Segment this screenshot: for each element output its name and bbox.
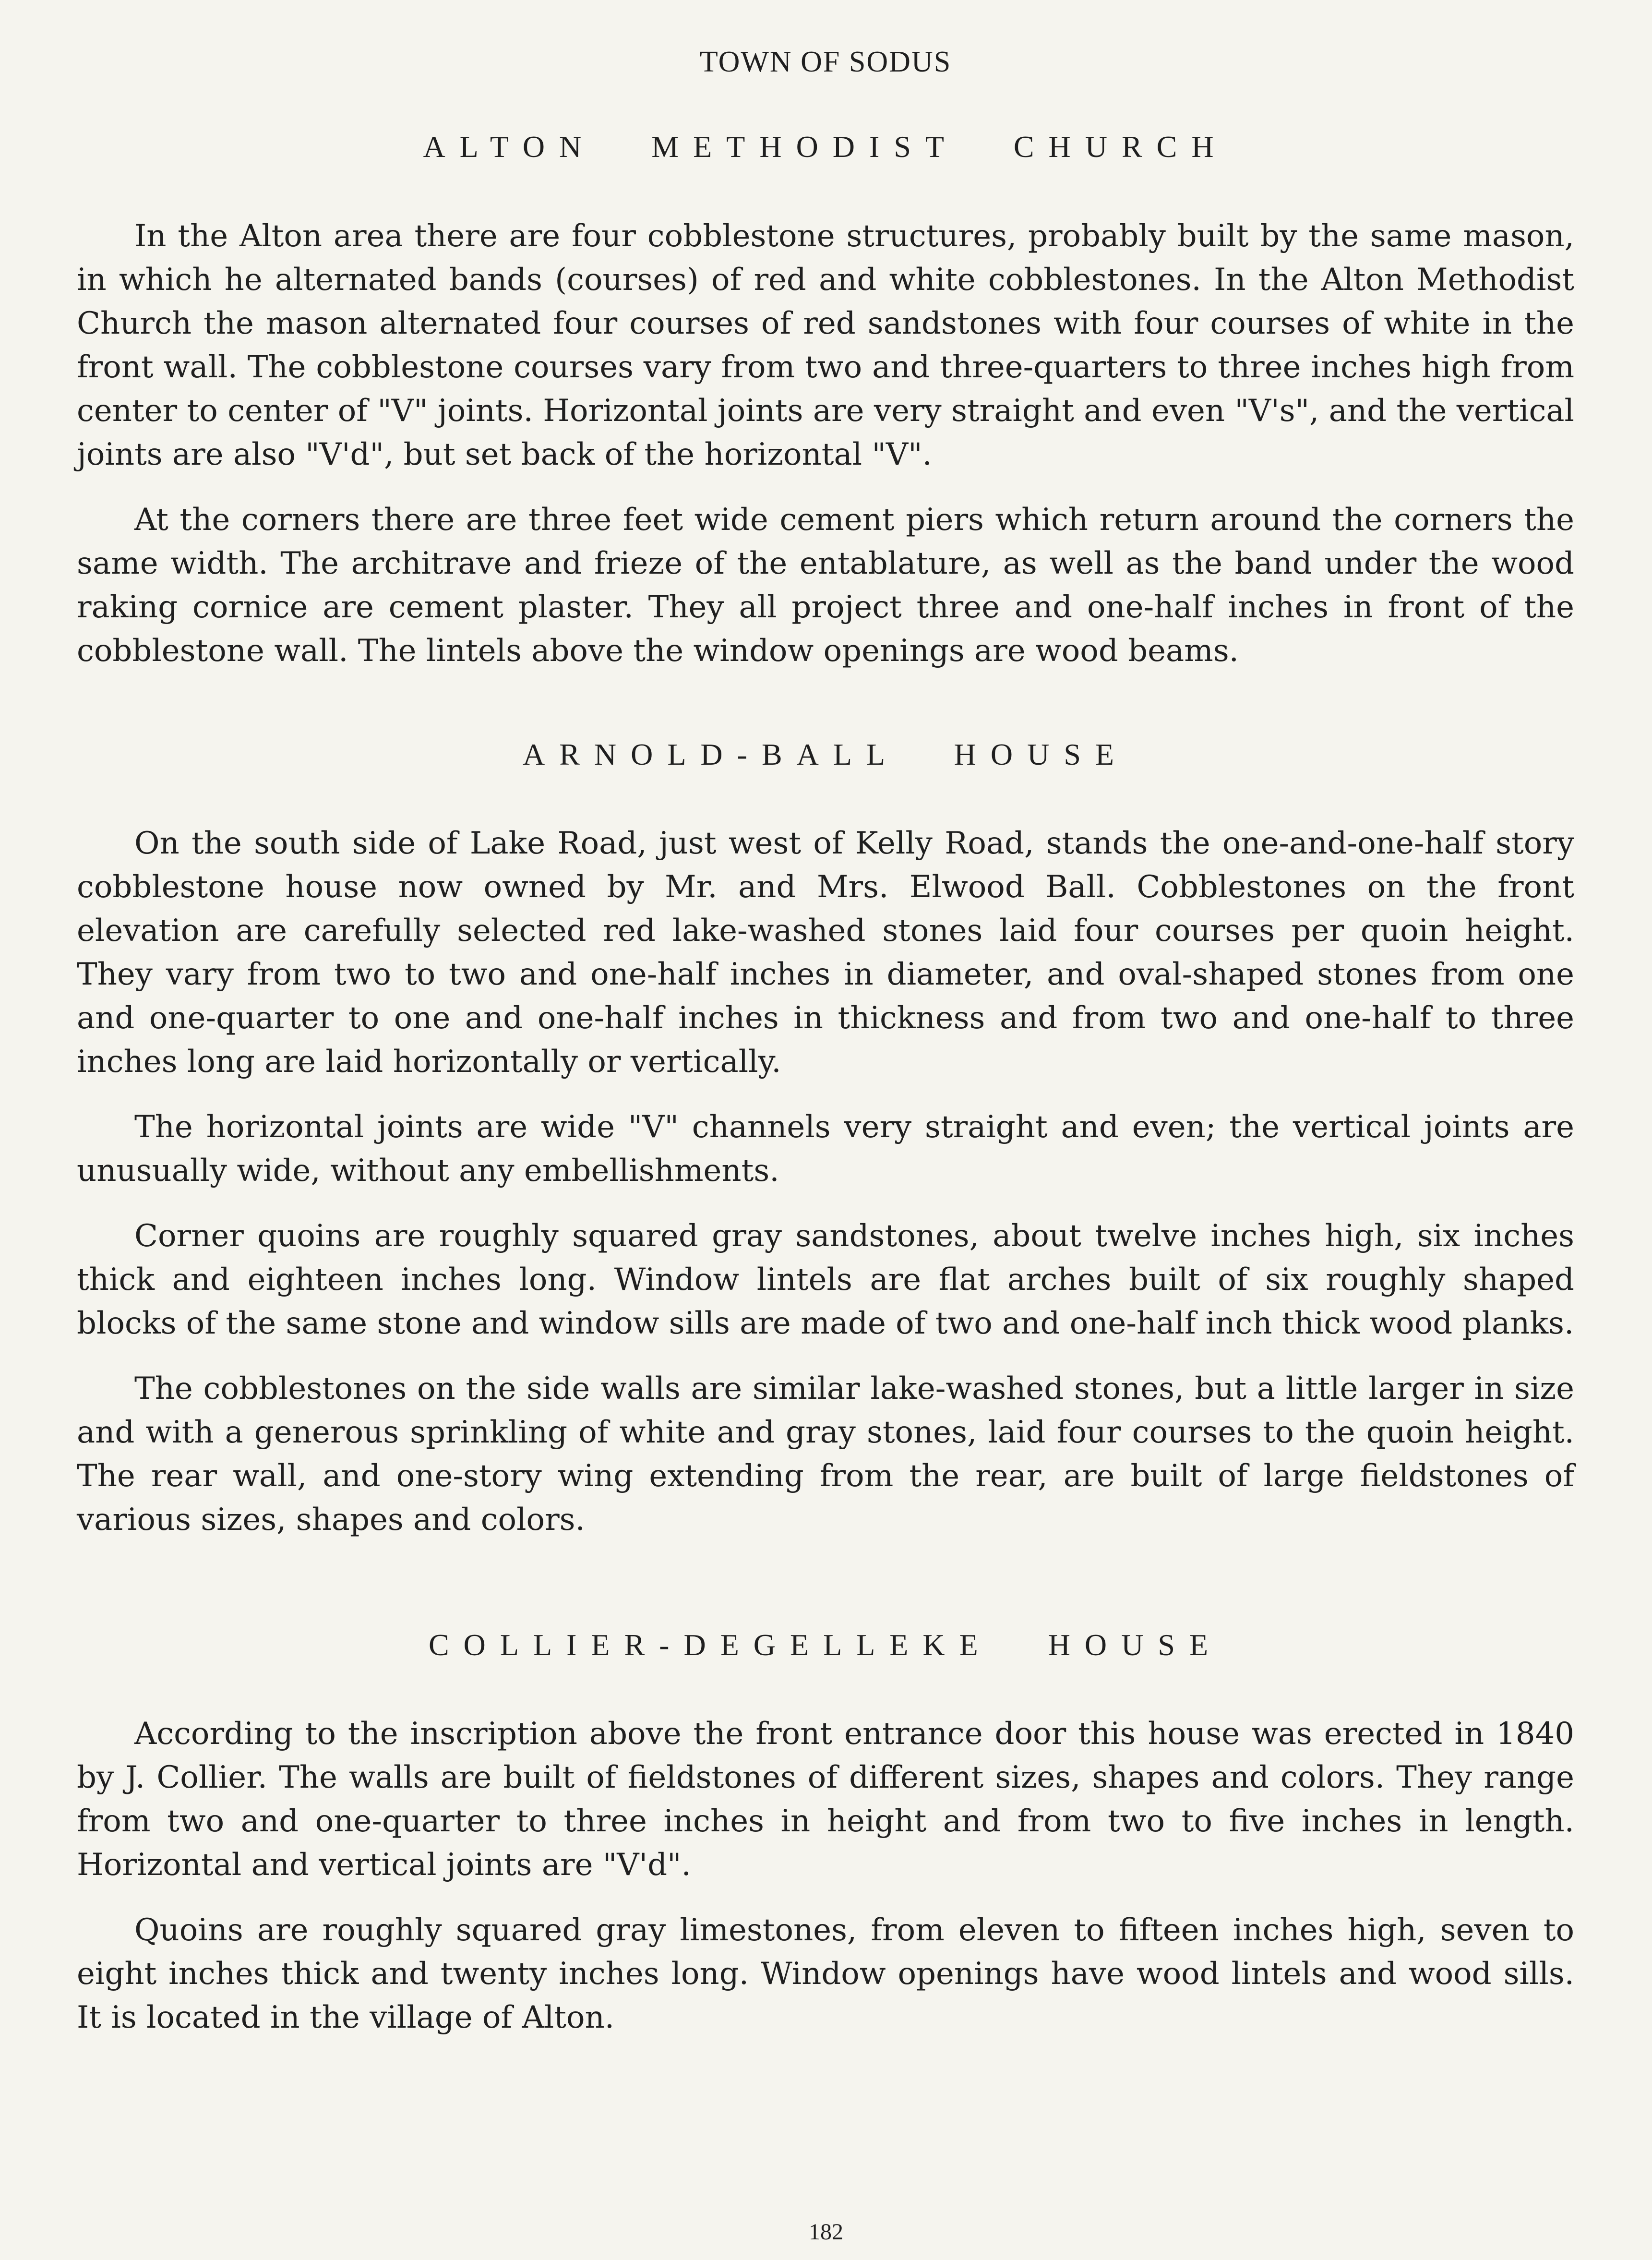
paragraph: At the corners there are three feet wide cement piers which return around the corners the same width. The architrave and frieze of the entablature, as well as the band under the wood raking cornice are cement plaster. They all project three and one-half inches in front of the cobblestone wall. The lintels above the window openings are wood beams. [77, 502, 1574, 669]
paragraph: Corner quoins are roughly squared gray sandstones, about twelve inches high, six inches thick and eighteen inches long. Window lintels are flat arches built of six roughly shaped blocks of the same stone and window sills are made of two and one-half inch thick wood planks. [77, 1218, 1574, 1341]
paragraph: The cobblestones on the side walls are similar lake-washed stones, but a little larger in size and with a generous sprinkling of white and gray stones, laid four courses to the quoin height. The rear wall, and one-story wing extending from the rear, are built of large fieldstones of various sizes, shapes and colors. [77, 1370, 1574, 1538]
section-title-collier-degelleke-house: COLLIER-DEGELLEKE HOUSE [428, 1627, 1223, 1662]
page-number: 182 [809, 2219, 843, 2245]
section-title-arnold-ball-house: ARNOLD-BALL HOUSE [522, 737, 1129, 771]
paragraph: Quoins are roughly squared gray limestones, from eleven to fifteen inches high, seven to eight inches thick and twenty inches long. Window openings have wood lintels and wood sills. It is located in the village of Alton. [77, 1912, 1574, 2036]
paragraph: In the Alton area there are four cobblestone structures, probably built by the same mason, in which he alternated bands (courses) of red and white cobblestones. In the Alton Methodist Church the mason alternated four courses of red sandstones with four courses of white in the front wall. The cobblestone courses vary from two and three-quarters to three inches high from center to center of "V" joints. Horizontal joints are very straight and even "V's", and the vertical joints are also "V'd", but set back of the horizontal "V". [77, 218, 1574, 472]
paragraph: On the south side of Lake Road, just west of Kelly Road, stands the one-and-one-half story cobblestone house now owned by Mr. and Mrs. Elwood Ball. Cobblestones on the front elevation are carefully selected red lake-washed stones laid four courses per quoin height. They vary from two to two and one-half inches in diameter, and oval-shaped stones from one and one-quarter to one and one-half inches in thickness and from two and one-half to three inches long are laid horizontally or vertically. [77, 825, 1574, 1080]
paragraph: The horizontal joints are wide "V" channels very straight and even; the vertical joints are unusually wide, without any embellishments. [77, 1109, 1574, 1189]
paragraph: According to the inscription above the front entrance door this house was erected in 1840 by J. Collier. The walls are built of fieldstones of different sizes, shapes and colors. They range from two and one-quarter to three inches in height and from two to five inches in length. Horizontal and vertical joints are "V'd". [77, 1716, 1574, 1883]
page-body [77, 46, 1574, 2061]
running-head: TOWN OF SODUS [699, 46, 952, 78]
section-title-alton-methodist-church: ALTON METHODIST CHURCH [423, 130, 1228, 164]
